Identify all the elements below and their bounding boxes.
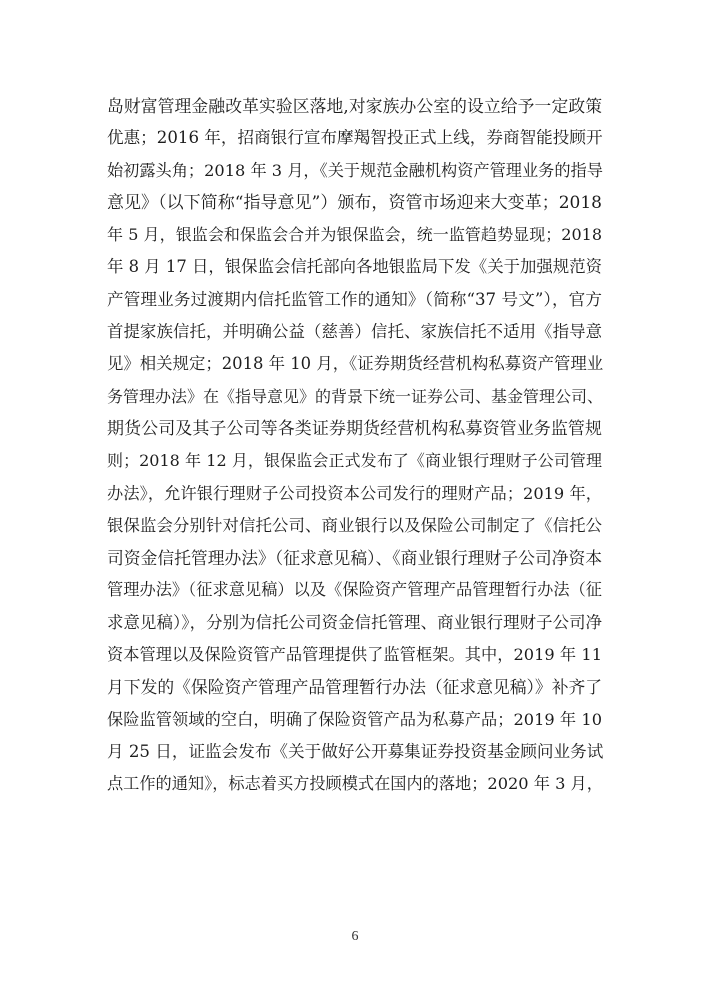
- text-line-11: 期货公司及其子公司等各类证券期货经营机构私募资管业务监管规: [107, 418, 602, 439]
- text-line-1: 岛财富管理金融改革实验区落地,对家族办公室的设立给予一定政策: [107, 96, 602, 116]
- text-line-15: 司资金信托管理办法》（征求意见稿）、《商业银行理财子公司净资本: [107, 548, 603, 569]
- text-line-10: 务管理办法》在《指导意见》的背景下统一证券公司、基金管理公司、: [107, 386, 604, 406]
- text-line-18: 资本管理以及保险资管产品管理提供了监管框架。其中，2019 年 11: [107, 645, 602, 665]
- text-line-13: 办法》，允许银行理财子公司投资本公司发行的理财产品；2019 年，: [107, 483, 602, 503]
- text-line-16: 管理办法》（征求意见稿）以及《保险资产管理产品管理暂行办法（征: [107, 580, 602, 600]
- text-line-4: 意见》（以下简称“指导意见”）颁布，资管市场迎来大变革；2018: [107, 192, 602, 213]
- text-line-8: 首提家族信托，并明确公益（慈善）信托、家族信托不适用《指导意: [107, 322, 602, 342]
- text-line-21: 月 25 日，证监会发布《关于做好公开募集证券投资基金顾问业务试: [107, 741, 604, 761]
- text-line-22: 点工作的通知》，标志着买方投顾模式在国内的落地；2020 年 3 月，: [107, 774, 603, 794]
- text-line-7: 产管理业务过渡期内信托监管工作的通知》（简称“37 号文”），官方: [107, 289, 602, 309]
- text-line-20: 保险监管领域的空白，明确了保险资管产品为私募产品；2019 年 10: [107, 709, 602, 729]
- text-line-17: 求意见稿）》，分别为信托公司资金信托管理、商业银行理财子公司净: [107, 612, 602, 632]
- text-line-6: 年 8 月 17 日，银保监会信托部向各地银监局下发《关于加强规范资: [107, 257, 602, 277]
- text-line-3: 始初露头角；2018 年 3 月，《关于规范金融机构资产管理业务的指导: [107, 160, 603, 180]
- body-paragraph: [107, 90, 602, 801]
- text-line-2: 优惠；2016 年，招商银行宣布摩羯智投正式上线，券商智能投顾开: [107, 128, 603, 148]
- text-line-12: 则；2018 年 12 月，银保监会正式发布了《商业银行理财子公司管理: [107, 451, 602, 471]
- text-line-5: 年 5 月，银监会和保监会合并为银保监会，统一监管趋势显现；2018: [107, 225, 602, 245]
- page-number: 6: [351, 929, 359, 944]
- text-line-14: 银保监会分别针对信托公司、商业银行以及保险公司制定了《信托公: [107, 515, 602, 535]
- text-line-9: 见》相关规定；2018 年 10 月，《证券期货经营机构私募资产管理业: [107, 354, 604, 374]
- text-line-19: 月下发的《保险资产管理产品管理暂行办法（征求意见稿）》补齐了: [107, 677, 603, 698]
